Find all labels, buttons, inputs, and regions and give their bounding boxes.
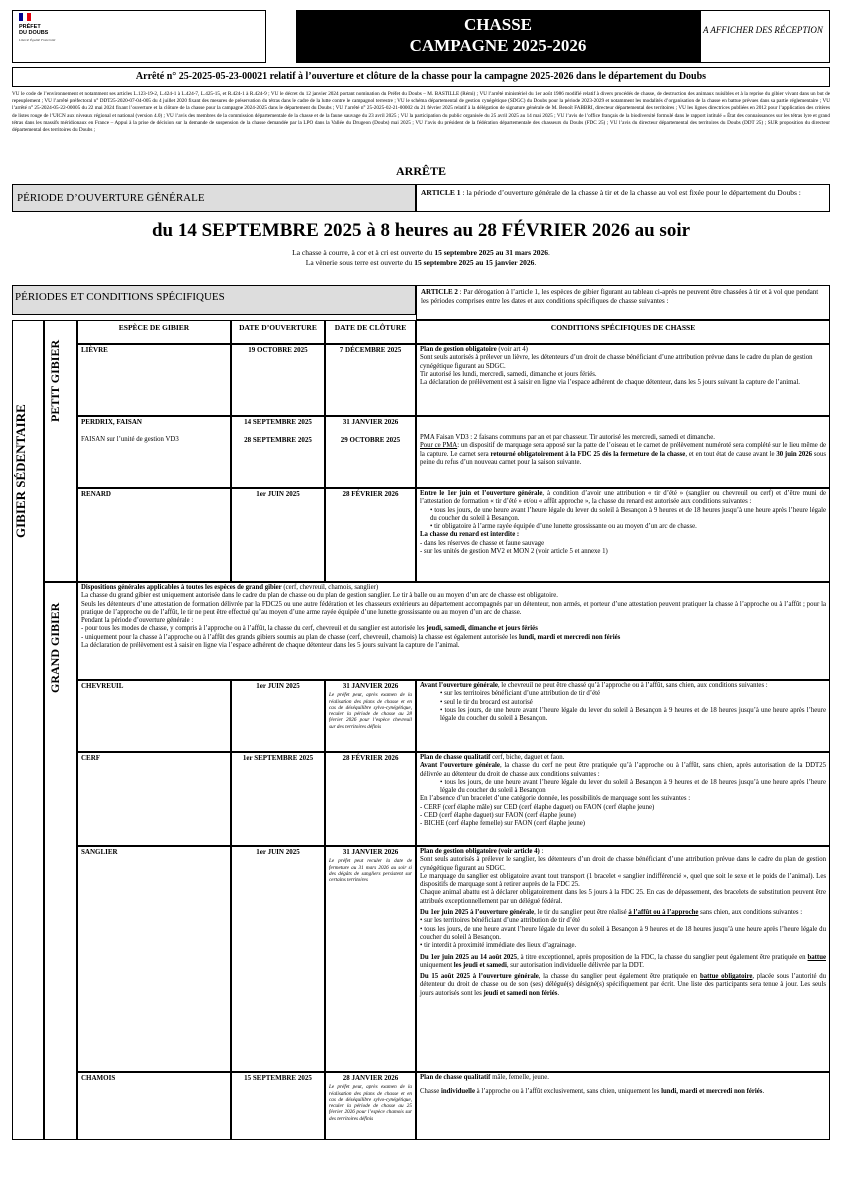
general-opening-dates: du 14 SEPTEMBRE 2025 à 8 heures au 28 FÉVRIER 2026 au soir: [151, 220, 691, 241]
perdrix-close: 31 JANVIER 2026: [342, 418, 399, 426]
chamois-note: Le préfet peut, après examen de la réalisation des plans de chasse et en cas de déséquilibre sylvo-cynégétique, reculer la période de chasse au 25 février 2026 pour l’espèce chamois sur des territoires définis: [329, 1084, 412, 1122]
sanglier-c7e: jeudi et samedi non fériés: [483, 989, 558, 997]
lievre-c4: La déclaration de prélèvement est à saisir en ligne via l’espace adhérent de chaque détenteur, dans les 5 jours suivant la capture de l’animal.: [420, 379, 801, 387]
cerf-c5: - CED (cerf élaphe daguet) sur FAON (cerf élaphe jeune): [420, 812, 576, 820]
sanglier-c3: Le marquage du sanglier est obligatoire avant tout transport (1 bracelet « sanglier indifférencié », quel que soit le sexe et le poids de l’animal). Les dispositifs de marquage sont à retirer auprès de la FDC 25.: [420, 872, 826, 889]
sanglier-c7d: , placée sous l’autorité du détenteur du droit de chasse ou de son (ses) délégué(s) désigné(s) spécifiquement par écrit. Une liste des participants sera tenue à jour. Les seuls jours autorisés sont les: [420, 973, 827, 997]
chamois-c2: [420, 1088, 826, 1096]
sanglier-c5c: à l’affût ou à l’approche: [628, 909, 699, 917]
perdrix-c2e: 30 juin 2026: [776, 450, 813, 458]
sanglier-c1: [420, 848, 826, 856]
chevreuil-close: 31 JANVIER 2026: [342, 682, 399, 690]
chamois-c1-text: mâle, femelle, jeune.: [490, 1074, 549, 1081]
logo-line-1: PRÉFET: [19, 24, 41, 30]
grand-l5a: - uniquement pour la chasse à l’approche ou à l’affût des grands gibiers soumis au plan de chasse (cerf, chevreuil, chamois) la chasse est également autorisée les: [81, 633, 519, 641]
lievre-open: 19 OCTOBRE 2025: [231, 344, 325, 416]
sanglier-b3-text: tir interdit à proximité immédiate des lieux d’agrainage.: [424, 942, 577, 950]
group-grand: GRAND GIBIER: [48, 602, 62, 694]
cerf-name: CERF: [77, 752, 231, 846]
chamois-c1: [420, 1074, 826, 1082]
cerf-b1: • tous les jours, de une heure avant l’heure légale du lever du soleil à Besançon à 9 heures et de 18 heures jusqu’à une heure après l’heure légale du coucher du soleil à Besançon: [440, 778, 826, 795]
cerf-conditions: [416, 752, 830, 846]
sanglier-c1-bold: Plan de gestion obligatoire (voir article 4): [420, 848, 540, 855]
sanglier-c6f: , sur autorisation individuelle délivrée par la DDT.: [506, 961, 644, 969]
chamois-close-cell: [325, 1072, 416, 1140]
article-2-label: ARTICLE 2: [421, 288, 458, 296]
lievre-c1-bold: Plan de gestion obligatoire: [420, 346, 497, 353]
chamois-close: 28 JANVIER 2026: [342, 1074, 399, 1082]
arrete-title: Arrêté n° 25-2025-05-23-00021 relatif à l’ouverture et clôture de la chasse pour la campagne 2025-2026 dans le département du Doubs: [12, 67, 830, 87]
renard-name: RENARD: [77, 488, 231, 582]
renard-b1: • tous les jours, de une heure avant l’heure légale du lever du soleil à Besançon à 9 heures et de 18 heures jusqu’à une heure après l’heure légale du coucher du soleil à Besançon.: [430, 506, 826, 522]
group-petit-cell: [44, 320, 77, 582]
perdrix-name: PERDRIX, FAISAN: [81, 418, 142, 426]
courre-end: .: [547, 248, 550, 257]
chevreuil-c1b: , le chevreuil ne peut être chassé qu’à l’approche ou à l’affût, sans chien, aux conditions suivantes :: [497, 682, 768, 689]
title-campagne: CAMPAGNE 2025-2026: [409, 36, 587, 55]
perdrix-c2f: sous peine du refus d’un nouveau carnet pour la saison suivante.: [420, 450, 826, 466]
perdrix-conditions: [416, 416, 830, 488]
chevreuil-b2: • seul le tir du brocard est autorisé: [440, 698, 533, 706]
sanglier-b3: • tir interdit à proximité immédiate des lieux d’agrainage.: [420, 942, 577, 950]
sanglier-c6e: les jeudi et samedi: [453, 961, 507, 969]
grand-l4: [81, 625, 826, 633]
perdrix-close-cell: [325, 416, 416, 488]
sanglier-name: SANGLIER: [77, 846, 231, 1072]
courre-date: 15 septembre 2025 au 31 mars 2026: [434, 248, 548, 257]
logo-block: [12, 10, 266, 63]
sanglier-c6d: uniquement: [420, 961, 454, 969]
sanglier-c4: Chaque animal abattu est à déclarer obligatoirement dans les 5 jours à la FDC 25. En cas de dépassement, des bracelets de substitution peuvent être attribués exceptionnellement par un délégué fédéral.: [420, 889, 826, 905]
renard-conditions: [416, 488, 830, 582]
header-espece: ESPÈCE DE GIBIER: [77, 320, 231, 344]
cerf-c2-text: , la chasse du cerf ne peut être pratiquée qu’à l’approche ou à l’affût, sans chien, après autorisation de la DDT25 délivrée au détenteur du droit de chasse aux conditions suivantes :: [420, 762, 826, 778]
sanglier-note: Le préfet peut reculer la date de fermeture au 31 mars 2026 au soir si des dégâts de sangliers persistent sur certains territoires: [329, 858, 412, 884]
chevreuil-b1: • sur les territoires bénéficiant d’une attribution de tir d’été: [440, 690, 600, 698]
venerie-text: La vènerie sous terre est ouverte du: [305, 258, 415, 267]
article-2-text: : Par dérogation à l’article 1, les espèces de gibier figurant au tableau ci-après ne peuvent être chassées à tir et à vol que pendant les périodes comprises entre les dates et aux conditions spécifiques de chasse suivantes :: [421, 288, 819, 305]
article-1: [416, 184, 830, 212]
grand-l6: La déclaration de prélèvement est à saisir en ligne via l’espace adhérent de chaque détenteur dans les 5 jours suivant la capture de l’animal.: [81, 642, 460, 650]
sub-dates: [12, 248, 830, 268]
lievre-name: LIÈVRE: [77, 344, 231, 416]
sanglier-c6a: Du 1er juin 2025 au 14 août 2025: [420, 953, 518, 961]
sanglier-c7c: battue obligatoire: [699, 973, 753, 981]
cerf-b1-text: tous les jours, de une heure avant l’heure légale du lever du soleil à Besançon à 9 heures et de 18 heures jusqu’à une heure après l’heure légale du coucher du soleil à Besançon: [440, 778, 826, 795]
chevreuil-c1a: Avant l’ouverture générale: [420, 682, 498, 689]
grand-l4b: jeudi, samedi, dimanche et jours fériés: [426, 625, 538, 633]
sanglier-c5a: Du 1er juin 2025 à l’ouverture générale: [420, 909, 535, 917]
sanglier-c6: [420, 954, 826, 971]
periode-generale-heading: PÉRIODE D’OUVERTURE GÉNÉRALE: [12, 184, 416, 212]
chamois-conditions: [416, 1072, 830, 1140]
sanglier-c7f: .: [557, 989, 560, 997]
perdrix-open: 14 SEPTEMBRE 2025: [244, 418, 312, 426]
sanglier-c7a: Du 15 août 2025 à l’ouverture générale: [420, 973, 539, 981]
lievre-c2: Sont seuls autorisés à prélever un lièvre, les détenteurs d’un droit de chasse bénéficiant d’une attribution prévue dans le cadre du plan de gestion cynégétique figurant au SDGC.: [420, 354, 813, 370]
cerf-open: 1er SEPTEMBRE 2025: [231, 752, 325, 846]
cerf-c2-bold: Avant l’ouverture générale: [420, 762, 500, 770]
chevreuil-conditions: [416, 680, 830, 752]
article-1-text: : la période d’ouverture générale de la chasse à tir et de la chasse au vol est fixée pour le département du Doubs :: [460, 188, 801, 197]
chamois-c2b: individuelle: [440, 1088, 475, 1096]
header-cloture: DATE DE CLÔTURE: [325, 320, 416, 344]
cerf-c1-bold: Plan de chasse qualitatif: [420, 754, 491, 761]
sanglier-b2-text: tous les jours, de une heure avant l’heure légale du lever du soleil à Besançon à 9 heures et de 18 heures jusqu’à une heure après l’heure légale du coucher du soleil à Besançon.: [420, 925, 826, 941]
lievre-c3: Tir autorisé les lundi, mercredi, samedi, dimanche et jours fériés.: [420, 370, 597, 378]
lievre-conditions: [416, 344, 830, 416]
chamois-open: 15 SEPTEMBRE 2025: [231, 1072, 325, 1140]
cerf-c6: - BICHE (cerf élaphe femelle) sur FAON (cerf élaphe jeune): [420, 820, 585, 828]
cerf-c2: [420, 762, 826, 779]
sanglier-b1-text: sur les territoires bénéficiant d’une attribution de tir d’été: [424, 917, 580, 925]
renard-b2: • tir obligatoire à l’arme rayée équipée d’une lunette grossissante ou au moyen d’un arc de chasse.: [430, 523, 697, 531]
grand-gibier-general: [77, 582, 830, 680]
renard-c3: - dans les réserves de chasse et faune sauvage: [420, 539, 545, 547]
renard-c1: [420, 490, 826, 507]
chevreuil-b2-text: seul le tir du brocard est autorisé: [444, 698, 533, 706]
courre-dates: [12, 248, 830, 258]
arrete-heading: ARRÊTE: [395, 164, 446, 178]
faison-vd3-name: FAISAN sur l’unité de gestion VD3: [81, 436, 179, 444]
cerf-close: 28 FÉVRIER 2026: [325, 752, 416, 846]
lievre-c1: [420, 346, 826, 354]
venerie-end: .: [534, 258, 537, 267]
chevreuil-b3: • tous les jours, de une heure avant l’heure légale du lever du soleil à Besançon à 9 heures et de 18 heures jusqu’à une heure après l’heure légale du coucher du soleil à Besançon.: [440, 706, 826, 723]
sanglier-c5b: , le tir du sanglier peut être réalisé: [534, 909, 629, 917]
group-sedentaire-cell: [12, 320, 44, 1140]
header-conditions: CONDITIONS SPÉCIFIQUES DE CHASSE: [416, 320, 830, 344]
grand-l2: Seuls les détenteurs d’une attestation de formation délivrée par la FDC25 ou une autre fédération et les chasseurs extérieurs au département accompagnés par un détenteur, non armés, et porteur d’une attestation peuvent pratiquer la chasse à l’approche ou à l’affût ; pour la pratique de l’approche ou de l’affût, le tir ne peut être effectué qu’au moyen d’une arme rayée équipée d’une lunette grossissante ou au moyen d’un arc de chasse.: [81, 600, 826, 616]
renard-b1-text: tous les jours, de une heure avant l’heure légale du lever du soleil à Besançon à 9 heures et de 18 heures jusqu’à une heure après l’heure légale du coucher du soleil à Besançon.: [430, 506, 826, 522]
sanglier-c6c: battue: [807, 953, 826, 961]
sanglier-c5d: sans chien, aux conditions suivantes :: [698, 909, 803, 917]
chevreuil-b3-text: tous les jours, de une heure avant l’heure légale du lever du soleil à Besançon à 9 heures et de 18 heures jusqu’à une heure après l’heure légale du coucher du soleil à Besançon.: [440, 706, 826, 723]
sanglier-c7b: , la chasse du sanglier peut également être pratiquée en: [538, 973, 700, 981]
venerie-dates: [12, 258, 830, 268]
grand-l3: Pendant la période d’ouverture générale :: [81, 617, 194, 625]
renard-c2: La chasse du renard est interdite :: [420, 531, 520, 539]
grand-l4a: - pour tous les modes de chasse, y compris à l’approche ou à l’affût, la chasse du cerf, chevreuil et du sanglier est autorisée les: [81, 625, 427, 633]
chamois-c2a: Chasse: [420, 1088, 441, 1096]
grand-t1: [81, 584, 826, 592]
faison-vd3-close: 29 OCTOBRE 2025: [340, 436, 401, 445]
chamois-name: CHAMOIS: [77, 1072, 231, 1140]
perdrix-c1: PMA Faisan VD3 : 2 faisans communs par an et par chasseur. Tir autorisé les mercredi, samedi et dimanche.: [420, 434, 715, 441]
sanglier-b1: • sur les territoires bénéficiant d’une attribution de tir d’été: [420, 917, 580, 925]
lievre-c1-text: (voir art 4): [496, 346, 528, 353]
cerf-c1: [420, 754, 826, 762]
chevreuil-close-cell: [325, 680, 416, 752]
logo-motto: Liberté Égalité Fraternité: [19, 38, 56, 42]
renard-open: 1er JUIN 2025: [231, 488, 325, 582]
renard-c1a: Entre le 1er juin et l’ouverture générale: [420, 490, 543, 497]
group-sedentaire: GIBIER SÉDENTAIRE: [13, 404, 28, 538]
chamois-c2e: .: [762, 1088, 765, 1096]
renard-c4: - sur les unités de gestion MV2 et MON 2 (voir article 5 et annexe 1): [420, 548, 608, 556]
group-petit: PETIT GIBIER: [48, 339, 62, 423]
sanglier-b2: • tous les jours, de une heure avant l’heure légale du lever du soleil à Besançon à 9 heures et de 18 heures jusqu’à une heure après l’heure légale du coucher du soleil à Besançon.: [420, 925, 826, 941]
grand-t1-bold: Dispositions générales applicables à toutes les espèces de grand gibier: [81, 584, 282, 591]
perdrix-name-cell: [77, 416, 231, 488]
vu-paragraph: VU le code de l’environnement et notamment ses articles L.123-19-2, L.424-1 à L.424-7, L.425-15, et R.424-1 à R.424-9 ; VU le décret du 12 janvier 2024 portant nomination du Préfet du Doubs – M. BASTILLE (Rémi) ; VU l’arrêté ministériel du 1er août 1986 modifié relatif à divers procédés de chasse, de destruction des animaux nuisibles et à la reprise du gibier vivant dans un but de repeuplement ; VU l’arrêté préfectoral n° DDT25-2020-07-04-005 du 4 juillet 2020 fixant des mesures de préservation du tétras dans le cadre de la lutte contre le campagnol terrestre ; VU le schéma départemental de gestion cynégétique (SDGC) du Doubs pour la période 2023-2029 et notamment les modalités d’organisation de la chasse en battue prévues dans sa partie réglementaire ; VU l’arrêté n° 25-2024-05-22-00005 du 22 mai 2024 fixant l’ouverture et la clôture de la chasse pour la campagne 2024-2025 dans le département du Doubs ; VU l’arrêté n° 25-2025-02-21-00002 du 21 février 2025 relatif à la délégation de signature générale de M. Benoît FABBRI, directeur départemental des territoires ; VU les lignes directrices publiées en 2012 pour l’application des critères de listes rouge de l’UICN aux niveaux régional et national (version 4.0) ; VU l’avis des membres de la commission départementale de la chasse et de la faune sauvage du 23 avril 2025 ; VU la participation du public organisée du 25 avril 2025 au 14 mai 2025 ; VU l’avis de l’office français de la biodiversité formulé dans le rapport intitulé « État des connaissances sur les tétras lyre et grand tétras dans les massifs méridionaux en France – Appui à la prise de décision sur la demande de suspension de la chasse demandée par la LPO dans la Vallée du Drugeon (Doubs) mai 2025 ; VU l’avis du président de la fédération départementale des chasseurs du Doubs (FDC 25) ; VU l’avis du directeur départemental des territoires du Doubs (DDT 25) ; SUR proposition du directeur départemental des territoires du Doubs ;: [12, 91, 830, 134]
group-grand-cell: [44, 582, 77, 1140]
perdrix-c2a: Pour ce PMA: [420, 442, 458, 450]
renard-b2-text: tir obligatoire à l’arme rayée équipée d’une lunette grossissante ou au moyen d’un arc de chasse.: [434, 523, 697, 531]
marianne-flag-icon: [19, 13, 31, 21]
grand-l5: [81, 634, 826, 642]
sanglier-c6b: , à titre exceptionnel, après proposition de la FDC, la chasse du sanglier peut également être pratiquée en: [517, 953, 808, 961]
article-2: [416, 285, 830, 320]
perdrix-c2b: : un dispositif de marquage sera apposé sur la patte de l’oiseau et le carnet de prélèvement numéroté sera complété sur le lieu même de la capture. Le carnet sera: [420, 442, 826, 458]
periode-specifique-heading: PÉRIODES ET CONDITIONS SPÉCIFIQUES: [12, 285, 416, 315]
prefet-logo-text: [19, 24, 48, 36]
cerf-c3: En l’absence d’un bracelet d’une catégorie donnée, les possibilités de marquage sont les suivantes :: [420, 795, 691, 803]
renard-close: 28 FÉVRIER 2026: [325, 488, 416, 582]
sanglier-c5: [420, 909, 826, 917]
display-note: A AFFICHER DES RÉCEPTION: [700, 10, 830, 63]
chevreuil-name: CHEVREUIL: [77, 680, 231, 752]
article-1-label: ARTICLE 1: [421, 188, 461, 197]
sanglier-c7: [420, 973, 826, 998]
chevreuil-note: Le préfet peut, après examen de la réalisation des plans de chasse et en cas de déséquilibre sylvo-cynégétique, reculer la période de chasse au 28 février 2026 pour l’espèce chevreuil sur des territoires définis: [329, 692, 412, 730]
header-ouverture: DATE D’OUVERTURE: [231, 320, 325, 344]
logo-line-2: DU DOUBS: [19, 30, 49, 36]
chamois-c2d: lundi, mardi et mercredi non fériés: [661, 1088, 763, 1096]
venerie-date: 15 septembre 2025 au 15 janvier 2026: [414, 258, 535, 267]
chevreuil-open: 1er JUIN 2025: [231, 680, 325, 752]
chevreuil-c1: [420, 682, 826, 690]
perdrix-c2d: , et en tout état de cause avant le: [685, 450, 777, 458]
grand-t1-text: (cerf, chevreuil, chamois, sanglier): [281, 584, 379, 591]
perdrix-c2: [420, 442, 826, 467]
grand-l5b: lundi, mardi et mercredi non fériés: [518, 633, 621, 641]
chevreuil-b1-text: sur les territoires bénéficiant d’une attribution de tir d’été: [444, 690, 600, 698]
perdrix-open-cell: [231, 416, 325, 488]
sanglier-open: 1er JUIN 2025: [231, 846, 325, 1072]
faison-vd3-open: 28 SEPTEMBRE 2025: [244, 436, 312, 445]
sanglier-c2: Sont seuls autorisés à prélever le sanglier, les détenteurs d’un droit de chasse bénéficiant d’une attribution prévue dans le cadre du plan de gestion cynégétique figurant au SDGC.: [420, 856, 826, 872]
title-chasse: CHASSE: [463, 15, 533, 34]
chamois-c1-bold: Plan de chasse qualitatif: [420, 1074, 491, 1081]
lievre-close: 7 DÉCEMBRE 2025: [325, 344, 416, 416]
sanglier-conditions: [416, 846, 830, 1072]
grand-l1: La chasse du grand gibier est uniquement autorisée dans le cadre du plan de chasse ou du plan de gestion sanglier. Le tir à balle ou au moyen d’un arc de chasse est obligatoire.: [81, 592, 558, 600]
perdrix-c2c: retourné obligatoirement à la FDC 25 dès la fermeture de la chasse: [490, 450, 686, 458]
courre-text: La chasse à courre, à cor et à cri est ouverte du: [292, 248, 435, 257]
cerf-c4: - CERF (cerf élaphe mâle) sur CED (cerf élaphe daguet) ou FAON (cerf élaphe jeune): [420, 803, 655, 811]
main-title: [296, 10, 700, 63]
chamois-c2c: à l’approche ou à l’affût exclusivement, sans chien, uniquement les: [474, 1088, 662, 1096]
renard-c1b: , à condition d’avoir une attribution « tir d’été » (sanglier ou chevreuil ou cerf) et d’être muni de l’attestation de formation « tir d’été » et/ou « affût approche », la chasse du renard est autorisée aux conditions suivantes :: [420, 490, 827, 506]
sanglier-close: 31 JANVIER 2026: [342, 848, 399, 856]
sanglier-close-cell: [325, 846, 416, 1072]
cerf-c1-text: cerf, biche, daguet et faon.: [490, 754, 565, 761]
sanglier-c1-text: :: [539, 848, 544, 855]
